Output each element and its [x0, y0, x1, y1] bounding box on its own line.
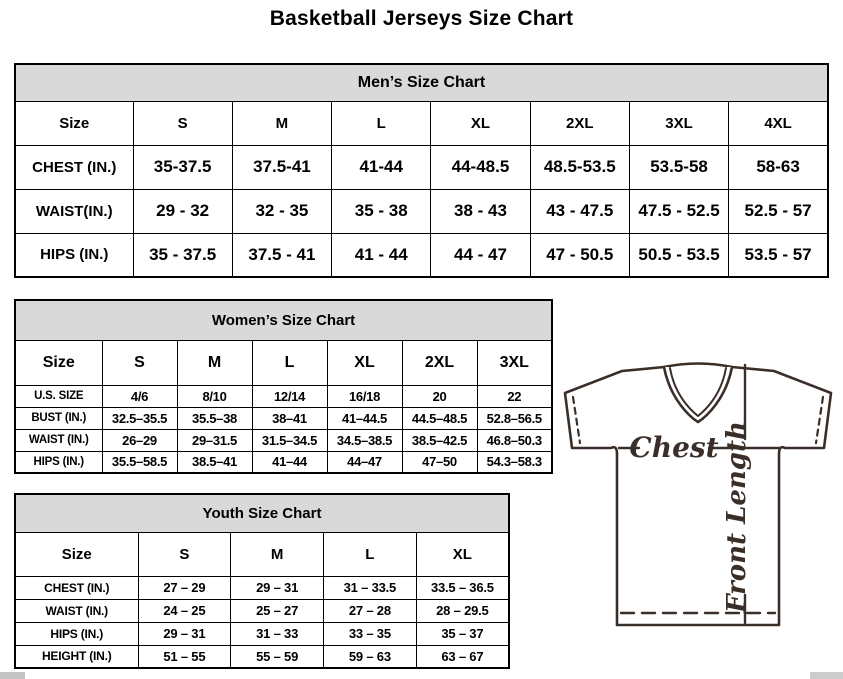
- row-label: HIPS (IN.): [15, 622, 138, 645]
- row-label: WAIST (IN.): [15, 599, 138, 622]
- size-value-cell: 37.5 - 41: [232, 233, 331, 277]
- size-value-cell: 4/6: [102, 385, 177, 407]
- size-value-cell: 31 – 33.5: [324, 576, 417, 599]
- size-value-cell: 31.5–34.5: [252, 429, 327, 451]
- size-value-cell: 52.5 - 57: [729, 189, 828, 233]
- horizontal-scrollbar-fragment-left[interactable]: [0, 672, 25, 679]
- size-value-cell: 44 - 47: [431, 233, 530, 277]
- size-value-cell: 37.5-41: [232, 145, 331, 189]
- row-label: HEIGHT (IN.): [15, 645, 138, 668]
- size-value-cell: 35-37.5: [133, 145, 232, 189]
- corner-header: Size: [15, 340, 102, 385]
- horizontal-scrollbar-fragment-right[interactable]: [810, 672, 843, 679]
- size-value-cell: 29–31.5: [177, 429, 252, 451]
- size-value-cell: 54.3–58.3: [477, 451, 552, 473]
- corner-header: Size: [15, 532, 138, 576]
- row-label: U.S. SIZE: [15, 385, 102, 407]
- size-value-cell: 38.5–41: [177, 451, 252, 473]
- size-value-cell: 35 - 37.5: [133, 233, 232, 277]
- size-value-cell: 43 - 47.5: [530, 189, 629, 233]
- size-value-cell: 32.5–35.5: [102, 407, 177, 429]
- size-value-cell: 27 – 28: [324, 599, 417, 622]
- size-value-cell: 38 - 43: [431, 189, 530, 233]
- size-value-cell: 35 – 37: [416, 622, 509, 645]
- corner-header: Size: [15, 101, 133, 145]
- size-value-cell: 16/18: [327, 385, 402, 407]
- size-value-cell: 20: [402, 385, 477, 407]
- size-column-header: M: [231, 532, 324, 576]
- size-column-header: 4XL: [729, 101, 828, 145]
- size-value-cell: 53.5-58: [629, 145, 728, 189]
- size-value-cell: 38–41: [252, 407, 327, 429]
- size-value-cell: 33.5 – 36.5: [416, 576, 509, 599]
- size-column-header: S: [138, 532, 231, 576]
- size-column-header: S: [133, 101, 232, 145]
- size-value-cell: 22: [477, 385, 552, 407]
- size-value-cell: 50.5 - 53.5: [629, 233, 728, 277]
- size-column-header: S: [102, 340, 177, 385]
- size-value-cell: 8/10: [177, 385, 252, 407]
- size-value-cell: 38.5–42.5: [402, 429, 477, 451]
- row-label: BUST (IN.): [15, 407, 102, 429]
- size-value-cell: 29 – 31: [231, 576, 324, 599]
- row-label: WAIST (IN.): [15, 429, 102, 451]
- size-value-cell: 41–44: [252, 451, 327, 473]
- size-value-cell: 58-63: [729, 145, 828, 189]
- size-value-cell: 41-44: [332, 145, 431, 189]
- size-value-cell: 34.5–38.5: [327, 429, 402, 451]
- table-title: Women’s Size Chart: [15, 300, 552, 340]
- womens-size-table: [14, 299, 553, 474]
- size-value-cell: 53.5 - 57: [729, 233, 828, 277]
- size-value-cell: 31 – 33: [231, 622, 324, 645]
- row-label: CHEST (IN.): [15, 145, 133, 189]
- row-label: HIPS (IN.): [15, 233, 133, 277]
- size-column-header: 3XL: [629, 101, 728, 145]
- size-value-cell: 63 – 67: [416, 645, 509, 668]
- size-column-header: XL: [431, 101, 530, 145]
- size-column-header: 3XL: [477, 340, 552, 385]
- size-column-header: 2XL: [402, 340, 477, 385]
- size-column-header: M: [177, 340, 252, 385]
- table-title: Men’s Size Chart: [15, 64, 828, 101]
- size-value-cell: 32 - 35: [232, 189, 331, 233]
- row-label: HIPS (IN.): [15, 451, 102, 473]
- size-column-header: L: [252, 340, 327, 385]
- size-column-header: 2XL: [530, 101, 629, 145]
- row-label: CHEST (IN.): [15, 576, 138, 599]
- size-value-cell: 52.8–56.5: [477, 407, 552, 429]
- chest-label: Chest: [629, 431, 719, 464]
- size-column-header: XL: [327, 340, 402, 385]
- size-value-cell: 28 – 29.5: [416, 599, 509, 622]
- size-value-cell: 29 - 32: [133, 189, 232, 233]
- size-value-cell: 27 – 29: [138, 576, 231, 599]
- size-value-cell: 47 - 50.5: [530, 233, 629, 277]
- table-title: Youth Size Chart: [15, 494, 509, 532]
- size-column-header: XL: [416, 532, 509, 576]
- front-length-label: Front Length: [722, 421, 752, 613]
- size-value-cell: 33 – 35: [324, 622, 417, 645]
- size-value-cell: 41–44.5: [327, 407, 402, 429]
- size-value-cell: 48.5-53.5: [530, 145, 629, 189]
- size-value-cell: 25 – 27: [231, 599, 324, 622]
- size-value-cell: 35 - 38: [332, 189, 431, 233]
- page-title: Basketball Jerseys Size Chart: [269, 7, 574, 30]
- jersey-measurement-diagram: [555, 355, 843, 665]
- youth-size-table: [14, 493, 510, 669]
- size-value-cell: 44-48.5: [431, 145, 530, 189]
- size-value-cell: 26–29: [102, 429, 177, 451]
- size-value-cell: 47.5 - 52.5: [629, 189, 728, 233]
- size-value-cell: 12/14: [252, 385, 327, 407]
- size-column-header: L: [332, 101, 431, 145]
- size-value-cell: 24 – 25: [138, 599, 231, 622]
- size-value-cell: 51 – 55: [138, 645, 231, 668]
- size-column-header: L: [324, 532, 417, 576]
- size-column-header: M: [232, 101, 331, 145]
- size-value-cell: 44–47: [327, 451, 402, 473]
- size-value-cell: 46.8–50.3: [477, 429, 552, 451]
- mens-size-table: [14, 63, 829, 278]
- size-value-cell: 59 – 63: [324, 645, 417, 668]
- size-value-cell: 35.5–58.5: [102, 451, 177, 473]
- size-value-cell: 35.5–38: [177, 407, 252, 429]
- size-value-cell: 47–50: [402, 451, 477, 473]
- size-value-cell: 29 – 31: [138, 622, 231, 645]
- size-value-cell: 41 - 44: [332, 233, 431, 277]
- row-label: WAIST(IN.): [15, 189, 133, 233]
- size-value-cell: 55 – 59: [231, 645, 324, 668]
- size-value-cell: 44.5–48.5: [402, 407, 477, 429]
